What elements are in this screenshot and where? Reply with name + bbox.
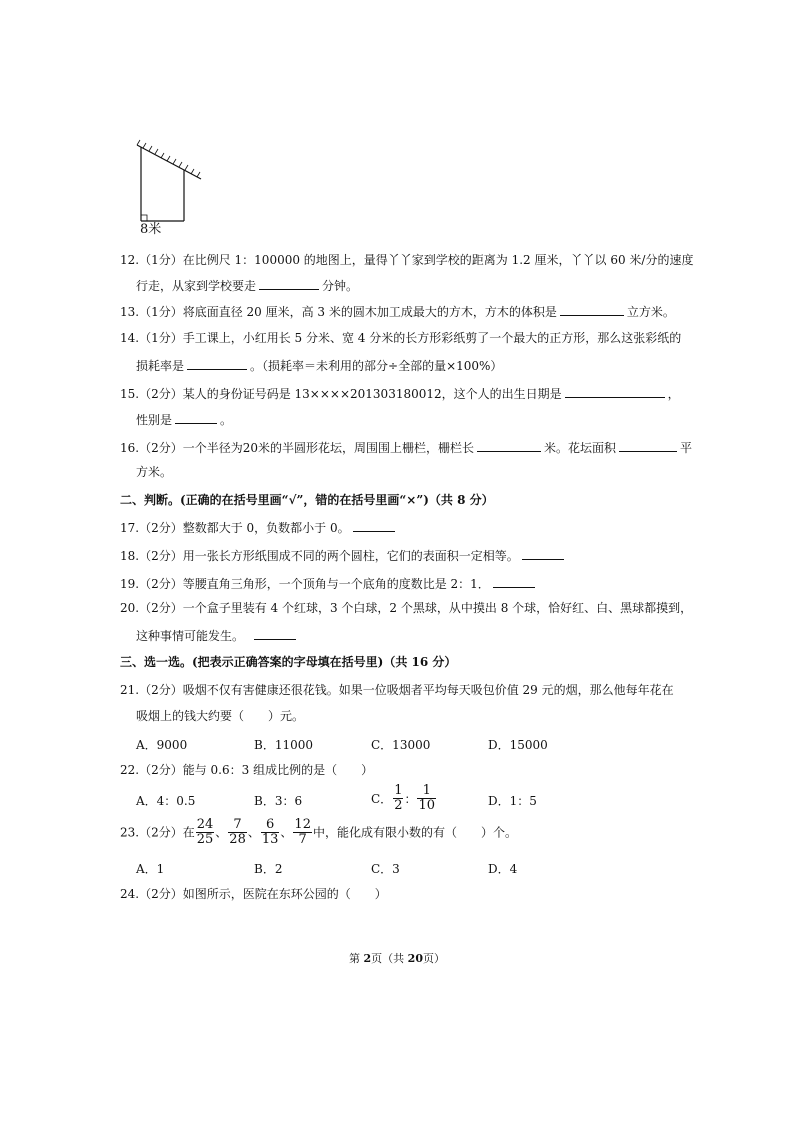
q16-area-blank[interactable] — [619, 439, 677, 452]
q12-answer-blank[interactable] — [259, 277, 319, 290]
q21-option-c[interactable]: C．13000 — [371, 738, 431, 752]
q14-text-a: 损耗率是 — [136, 359, 185, 373]
q17-answer-blank[interactable] — [353, 519, 395, 532]
q12-text-a: 行走，从家到学校要走 — [136, 279, 257, 293]
q21-option-b[interactable]: B．11000 — [254, 738, 313, 752]
q13-text-b: 立方米。 — [626, 305, 675, 319]
q23-frac3-denominator: 13 — [261, 832, 279, 847]
footer-text-c: 页） — [422, 952, 445, 965]
q23-prefix: 23.（2分）在 — [120, 825, 195, 840]
q14-text-b: 。（损耗率＝未利用的部分÷全部的量×100%） — [250, 359, 503, 373]
section-3-heading: 三、选一选。(把表示正确答案的字母填在括号里)（共 16 分） — [120, 655, 457, 669]
q23-option-b[interactable]: B．2 — [254, 862, 283, 876]
q12-text-b: 分钟。 — [322, 279, 359, 293]
q15-text-a: 15.（2分）某人的身份证号码是 13××××201303180012，这个人的出生日期是 — [120, 387, 562, 401]
q22-frac2-numerator: 1 — [417, 784, 436, 799]
q23-frac4-denominator: 7 — [298, 832, 307, 847]
q15-text-b: ， — [667, 387, 680, 401]
q22-option-a[interactable]: A．4：0.5 — [136, 794, 196, 808]
q18-text: 18.（2分）用一张长方形纸围成不同的两个圆柱，它们的表面积一定相等。 — [120, 549, 519, 563]
q16-text-c: 平 — [680, 441, 693, 455]
q21-option-a[interactable]: A．9000 — [136, 738, 188, 752]
q22-ratio-sep: ： — [404, 792, 417, 806]
section-2-heading: 二、判断。(正确的在括号里画“√”，错的在括号里画“×”)（共 8 分） — [120, 493, 494, 507]
q16-text-a: 16.（2分）一个半径为20米的半圆形花坛，周围围上栅栏，栅栏长 — [120, 441, 474, 455]
q14-line1: 14.（1分）手工课上，小红用长 5 分米、宽 4 分米的长方形彩纸剪了一个最大的正方形，那么这张彩纸的 — [120, 331, 682, 345]
q16-text-b: 米。花坛面积 — [544, 441, 617, 455]
q14-line2 — [136, 357, 502, 373]
q23-frac4-numerator: 12 — [294, 817, 311, 832]
q18-line — [120, 547, 567, 563]
footer-text-b: 页（共 — [371, 952, 408, 965]
q19-answer-blank[interactable] — [493, 575, 535, 588]
q13-text-a: 13.（1分）将底面直径 20 厘米，高 3 米的圆木加工成最大的方木，方木的体积是 — [120, 305, 557, 319]
q20-answer-blank[interactable] — [254, 627, 296, 640]
q16-line2: 方米。 — [136, 465, 173, 479]
footer-text-a: 第 — [349, 952, 364, 965]
q12-line1: 12.（1分）在比例尺 1：100000 的地图上，量得丫丫家到学校的距离为 1.2 厘米，丫丫以 60 米/分的速度 — [120, 253, 694, 267]
q23-frac1-numerator: 24 — [196, 817, 214, 832]
trapezoid-figure — [125, 135, 245, 235]
q22-fraction-2 — [417, 784, 436, 813]
q22-frac1-denominator: 2 — [394, 798, 403, 813]
q22-option-c-label: C． — [371, 792, 393, 806]
q12-line2 — [136, 277, 358, 293]
q23-option-c[interactable]: C．3 — [371, 862, 400, 876]
q23-fraction-2 — [228, 818, 247, 847]
q13-line — [120, 303, 675, 319]
figure-label: 8米 — [140, 222, 162, 237]
q16-line1 — [120, 439, 692, 455]
q22-fraction-1 — [393, 784, 403, 813]
q21-option-d[interactable]: D．15000 — [488, 738, 548, 752]
footer-total-pages: 20 — [407, 952, 423, 965]
q16-fence-blank[interactable] — [477, 439, 541, 452]
q22-frac2-denominator: 10 — [418, 798, 436, 813]
q21-line2: 吸烟上的钱大约要（ ）元。 — [136, 709, 305, 723]
q23-stem — [120, 818, 517, 847]
q22-stem: 22.（2分）能与 0.6：3 组成比例的是（ ） — [120, 763, 374, 777]
q17-line — [120, 519, 398, 535]
q15-text-d: 。 — [220, 413, 233, 427]
q23-frac1-denominator: 25 — [196, 832, 214, 847]
q23-option-a[interactable]: A．1 — [136, 862, 165, 876]
footer-page-number: 2 — [363, 952, 372, 965]
q20-line2 — [136, 627, 299, 643]
q14-answer-blank[interactable] — [187, 357, 247, 370]
q23-sep-3: 、 — [280, 825, 293, 840]
q22-frac1-numerator: 1 — [394, 783, 403, 798]
q19-line — [120, 575, 538, 591]
q20-text: 这种事情可能发生。 — [136, 629, 245, 643]
q23-sep-1: 、 — [215, 825, 228, 840]
q20-line1: 20.（2分）一个盒子里装有 4 个红球，3 个白球，2 个黑球，从中摸出 8 个球，恰好红、白、黑球都摸到， — [120, 601, 693, 615]
q19-text: 19.（2分）等腰直角三角形，一个顶角与一个底角的度数比是 2：1． — [120, 577, 490, 591]
q17-text: 17.（2分）整数都大于 0，负数都小于 0。 — [120, 521, 350, 535]
q15-line1 — [120, 385, 680, 401]
q23-sep-2: 、 — [247, 825, 260, 840]
page-footer — [0, 950, 794, 966]
q23-frac2-numerator: 7 — [228, 818, 247, 833]
q15-gender-blank[interactable] — [175, 411, 217, 424]
q23-fraction-1 — [196, 818, 215, 847]
q21-line1: 21.（2分）吸烟不仅有害健康还很花钱。如果一位吸烟者平均每天吸包价值 29 元的烟，那么他每年花在 — [120, 683, 674, 697]
q23-fraction-3 — [261, 818, 280, 847]
q13-answer-blank[interactable] — [560, 303, 624, 316]
q24-stem: 24.（2分）如图所示，医院在东环公园的（ ） — [120, 887, 387, 901]
q22-option-c[interactable] — [371, 784, 437, 813]
q15-text-c: 性别是 — [136, 413, 173, 427]
q23-frac3-numerator: 6 — [261, 818, 280, 833]
q22-option-d[interactable]: D．1：5 — [488, 794, 537, 808]
q23-frac2-denominator: 28 — [229, 832, 246, 847]
q23-suffix: 中，能化成有限小数的有（ ）个。 — [312, 825, 517, 840]
q15-line2 — [136, 411, 232, 427]
q23-option-d[interactable]: D．4 — [488, 862, 518, 876]
q18-answer-blank[interactable] — [522, 547, 564, 560]
q22-option-b[interactable]: B．3：6 — [254, 794, 303, 808]
q23-fraction-4 — [293, 818, 312, 847]
q15-birthdate-blank[interactable] — [565, 385, 665, 398]
